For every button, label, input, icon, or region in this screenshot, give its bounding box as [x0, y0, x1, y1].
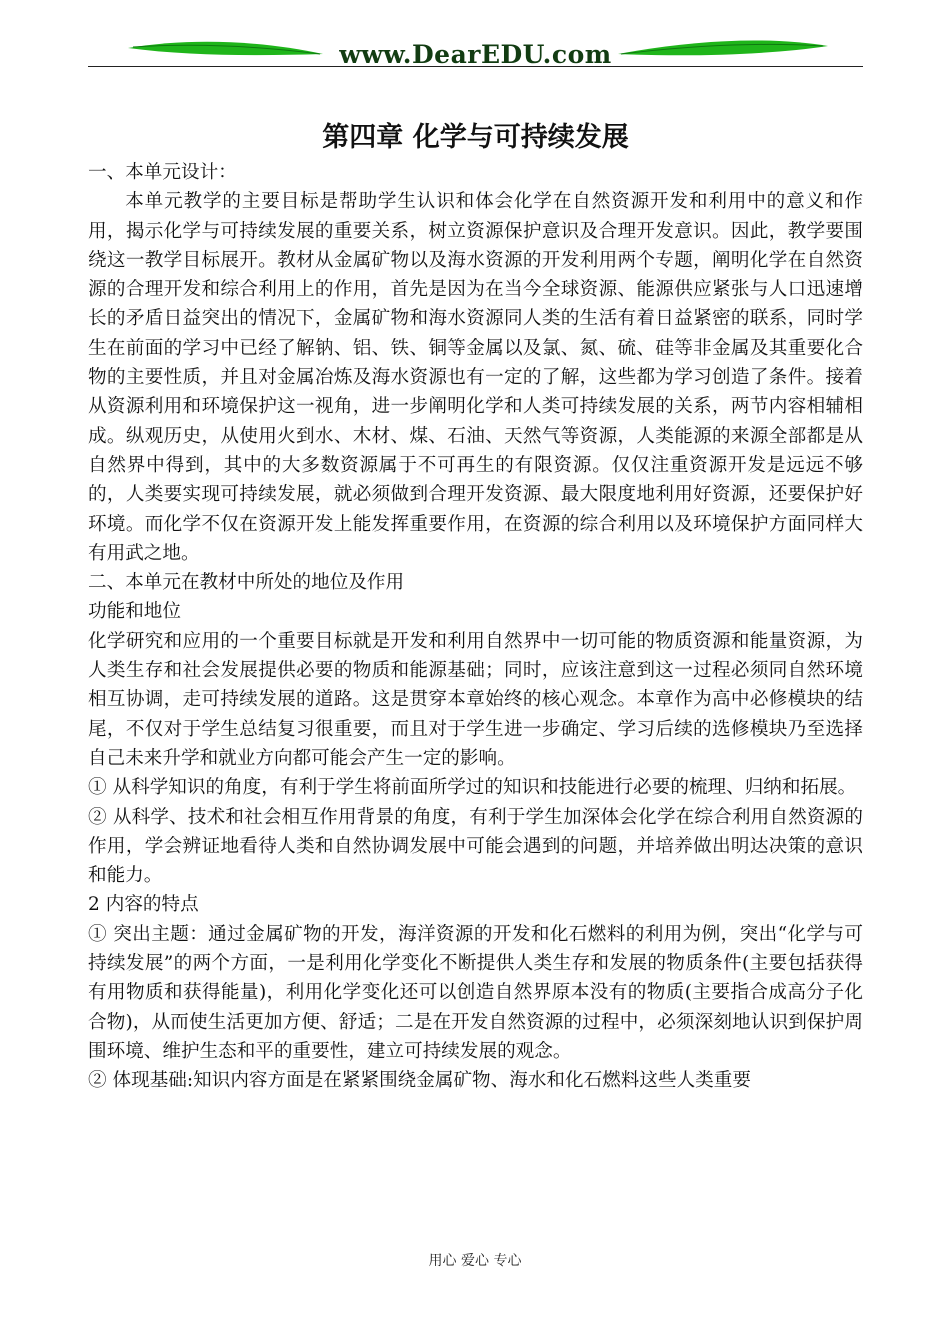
list-item: ② 从科学、技术和社会相互作用背景的角度，有利于学生加深体会化学在综合利用自然资源的作用，学会辨证地看待人类和自然协调发展中可能会遇到的问题，并培养做出明达决策的意识和能力。 — [88, 806, 863, 887]
chapter-title: 第四章 化学与可持续发展 — [322, 122, 629, 153]
section-heading: 一、本单元设计： — [88, 162, 237, 183]
list-item: ② 体现基础:知识内容方面是在紧紧围绕金属矿物、海水和化石燃料这些人类重要 — [88, 1070, 751, 1092]
body-paragraph: 本单元教学的主要目标是帮助学生认识和体会化学在自然资源开发和利用中的意义和作用，揭示化学与可持续发展的重要关系，树立资源保护意识及合理开发意识。因此，教学要围绕这一教学目标展开。教材从金属矿物以及海水资源的开发利用两个专题，阐明化学在自然资源的合理开发和综合利用上的作用，首先是因为在当今全球资源、能源供应紧张与人口迅速增长的矛盾日益突出的情况下，金属矿物和海水资源同人类的生活有着日益紧密的联系，同时学生在前面的学习中已经了解钠、铝、铁、铜等金属以及氯、氮、硫、硅等非金属及其重要化合物的主要性质，并且对金属冶炼及海水资源也有一定的了解，这些都为学习创造了条件。接着从资源利用和环境保护这一视角，进一步阐明化学和人类可持续发展的关系，两节内容相辅相成。纵观历史，从使用火到水、木材、煤、石油、天然气等资源，人类能源的来源全部都是从自然界中得到，其中的大多数资源属于不可再生的有限资源。仅仅注重资源开发是远远不够的，人类要实现可持续发展，就必须做到合理开发资源、最大限度地利用好资源，还要保护好环境。而化学不仅在资源开发上能发挥重要作用，在资源的综合利用以及环境保护方面同样大有用武之地。 — [88, 191, 863, 564]
section-heading: 二、本单元在教材中所处的地位及作用 — [88, 572, 405, 594]
list-item: ① 从科学知识的角度，有利于学生将前面所学过的知识和技能进行必要的梳理、归纳和拓展。 — [88, 777, 857, 799]
document-body — [88, 118, 863, 1096]
list-item: ① 突出主题：通过金属矿物的开发，海洋资源的开发和化石燃料的利用为例，突出“化学与可持续发展”的两个方面，一是利用化学变化不断提供人类生存和发展的物质条件(主要包括获得有用物质和获得能量)，利用化学变化还可以创造自然界原本没有的物质(主要指合成高分子化合物)，从而使生活更加方便、舒适；二是在开发自然资源的过程中，必须深刻地认识到保护周围环境、维护生态和平的重要性，建立可持续发展的观念。 — [88, 923, 863, 1062]
site-header — [88, 30, 863, 78]
site-logo-text: www.DearEDU.com — [339, 40, 612, 69]
body-paragraph: 化学研究和应用的一个重要目标就是开发和利用自然界中一切可能的物质资源和能量资源，为人类生存和社会发展提供必要的物质和能源基础；同时，应该注意到这一过程必须同自然环境相互协调，走可持续发展的道路。这是贯穿本章始终的核心观念。本章作为高中必修模块的结尾，不仅对于学生总结复习很重要，而且对于学生进一步确定、学习后续的选修模块乃至选择自己未来升学和就业方向都可能会产生一定的影响。 — [88, 630, 863, 769]
subsection-heading: 2 内容的特点 — [88, 894, 199, 916]
subsection-heading: 功能和地位 — [88, 601, 181, 623]
page-footer: 用心 爱心 专心 — [428, 1253, 522, 1269]
header-divider — [88, 66, 863, 67]
